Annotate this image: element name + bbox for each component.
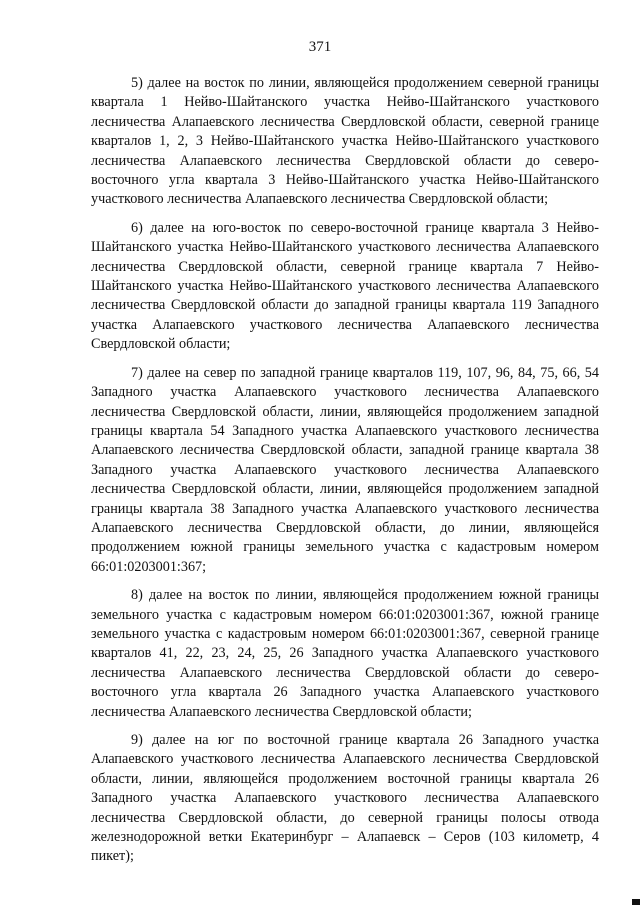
page-number: 371 [308,39,332,55]
paragraph-item-7: 7) далее на север по западной границе кварталов 119, 107, 96, 84, 75, 66, 54 Западного участка Алапаевского участкового лесничества Алапаевского лесничества Свердловской области, линии, являющейся продолжением западной границы квартала 54 Западного участка Алапаевского участкового лесничества Алапаевского лесничества Свердловской области, западной границе квартала 38 Западного участка Алапаевского участкового лесничества Алапаевского лесничества Свердловской области, линии, являющейся продолжением западной границы квартала 38 Западного участка Алапаевского участкового лесничества Алапаевского лесничества Свердловской области, до линии, являющейся продолжением южной границы земельного участка с кадастровым номером 66:01:0203001:367; [91,364,599,575]
paragraph-item-6: 6) далее на юго-восток по северо-восточной границе квартала 3 Нейво-Шайтанского участка Нейво-Шайтанского участкового лесничества Алапаевского лесничества Свердловской области, северной границе квартала 7 Нейво-Шайтанского участка Нейво-Шайтанского участкового лесничества Алапаевского лесничества Свердловской области до западной границы квартала 119 Западного участка Алапаевского участкового лесничества Алапаевского лесничества Свердловской области; [91,219,599,353]
body-text [91,74,599,876]
paragraph-item-5: 5) далее на восток по линии, являющейся продолжением северной границы квартала 1 Нейво-Шайтанского участка Нейво-Шайтанского участкового лесничества Алапаевского лесничества Свердловской области, северной границе кварталов 1, 2, 3 Нейво-Шайтанского участка Нейво-Шайтанского участкового лесничества Алапаевского лесничества Свердловской области до северо-восточного угла квартала 3 Нейво-Шайтанского участка Нейво-Шайтанского участкового лесничества Алапаевского лесничества Свердловской области; [91,75,599,208]
paragraph-item-8: 8) далее на восток по линии, являющейся продолжением южной границы земельного участка с кадастровым номером 66:01:0203001:367, южной границе земельного участка с кадастровым номером 66:01:0203001:367, северной границе кварталов 41, 22, 23, 24, 25, 26 Западного участка Алапаевского участкового лесничества Алапаевского лесничества Свердловской области до северо-восточного угла квартала 26 Западного участка Алапаевского участкового лесничества Алапаевского лесничества Свердловской области; [91,587,599,720]
scan-edge-mark [632,899,640,905]
paragraph-item-9: 9) далее на юг по восточной границе квартала 26 Западного участка Алапаевского участкового лесничества Алапаевского лесничества Свердловской области, линии, являющейся продолжением восточной границы квартала 26 Западного участка Алапаевского участкового лесничества Алапаевского лесничества Свердловской области, до северной границы полосы отвода железнодорожной ветки Екатеринбург – Алапаевск – Серов (103 километр, 4 пикет); [91,732,599,865]
